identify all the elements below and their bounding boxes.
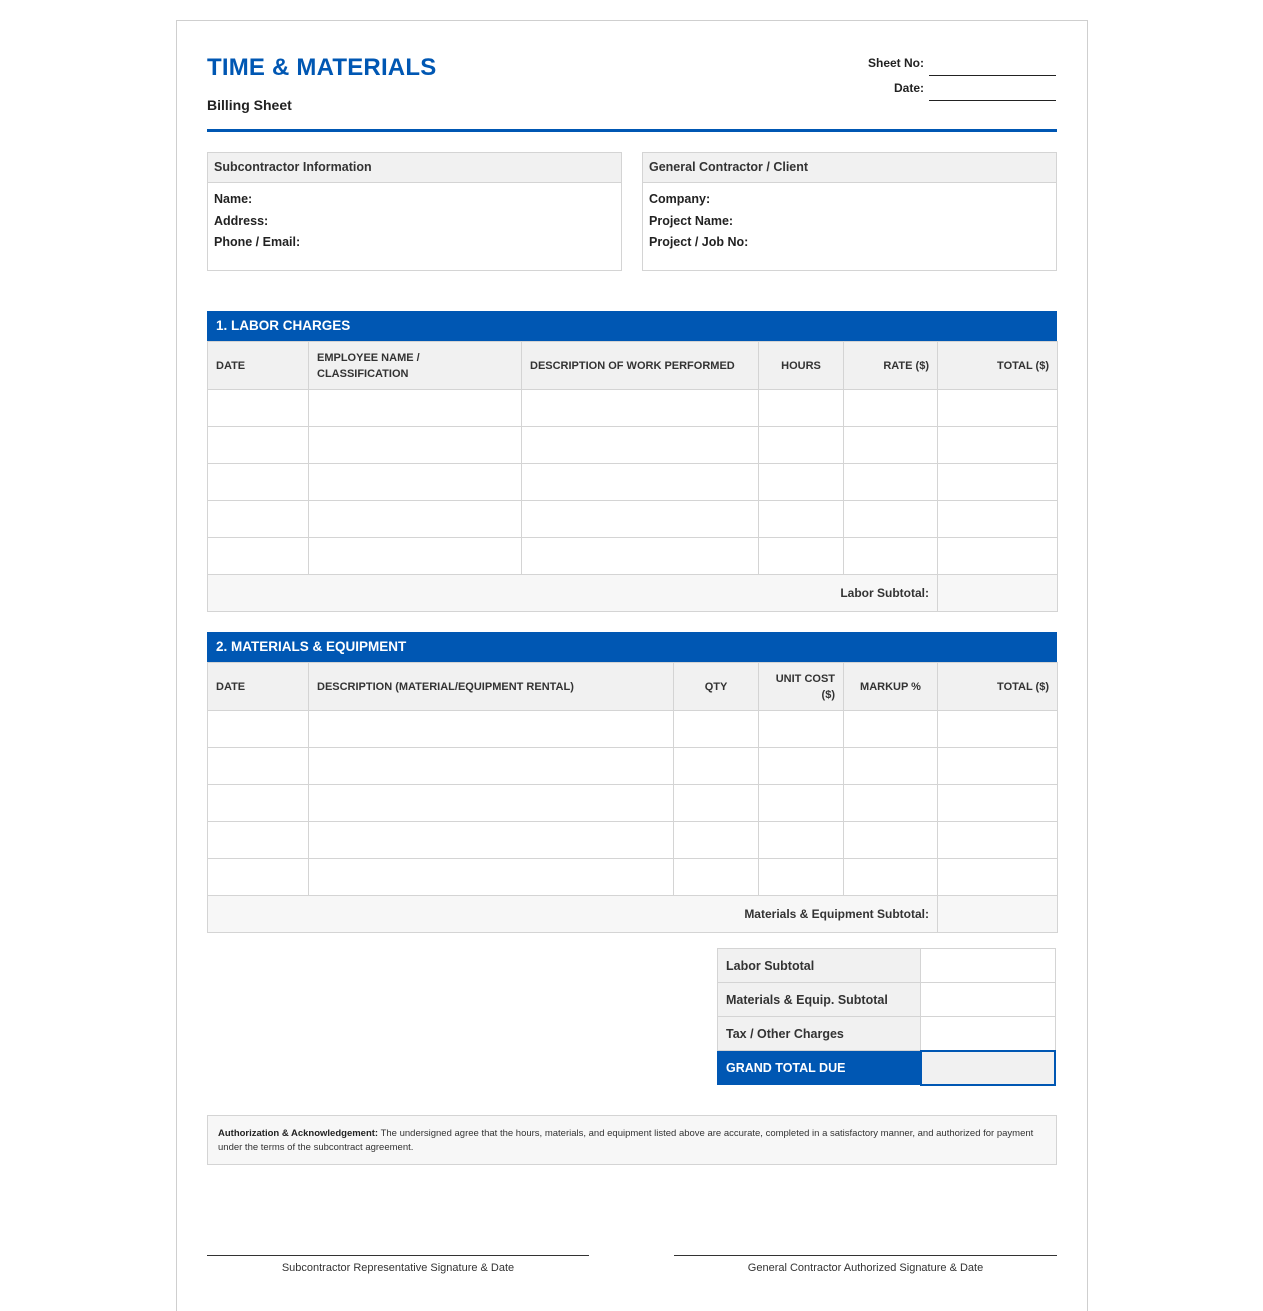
subcontractor-name-field[interactable]: Name: xyxy=(214,192,253,206)
cell[interactable] xyxy=(844,538,938,575)
document-title: TIME & MATERIALS xyxy=(207,54,437,81)
cell[interactable] xyxy=(309,711,674,748)
materials-subtotal-row xyxy=(208,896,1058,933)
subcontractor-signature-caption: Subcontractor Representative Signature & Date xyxy=(281,1262,515,1274)
contractor-signature-caption: General Contractor Authorized Signature & Date xyxy=(747,1262,984,1274)
cell[interactable] xyxy=(208,390,309,427)
cell[interactable] xyxy=(522,538,759,575)
labor-col-rate: RATE ($) xyxy=(844,342,938,390)
cell[interactable] xyxy=(759,538,844,575)
cell[interactable] xyxy=(309,822,674,859)
subcontractor-signature-line[interactable] xyxy=(207,1255,589,1256)
cell[interactable] xyxy=(522,427,759,464)
materials-row xyxy=(208,748,1058,785)
labor-section-title: 1. LABOR CHARGES xyxy=(207,311,1057,341)
cell[interactable] xyxy=(844,390,938,427)
materials-row xyxy=(208,711,1058,748)
cell[interactable] xyxy=(674,822,759,859)
cell[interactable] xyxy=(844,748,938,785)
subcontractor-info-box xyxy=(207,152,622,271)
totals-materials-label: Materials & Equip. Subtotal xyxy=(718,983,921,1017)
cell[interactable] xyxy=(309,859,674,896)
labor-col-description: DESCRIPTION OF WORK PERFORMED xyxy=(522,342,759,390)
cell[interactable] xyxy=(844,822,938,859)
subcontractor-address-field[interactable]: Address: xyxy=(214,214,269,228)
cell[interactable] xyxy=(674,711,759,748)
cell[interactable] xyxy=(938,711,1058,748)
client-company-field[interactable]: Company: xyxy=(649,192,711,206)
totals-tax-label: Tax / Other Charges xyxy=(718,1017,921,1051)
cell[interactable] xyxy=(759,748,844,785)
materials-header-row xyxy=(208,663,1058,711)
date-field[interactable] xyxy=(929,99,1056,101)
cell[interactable] xyxy=(759,859,844,896)
cell[interactable] xyxy=(759,501,844,538)
labor-row xyxy=(208,538,1058,575)
subcontractor-info-heading: Subcontractor Information xyxy=(208,153,621,183)
subcontractor-phone-email-field[interactable]: Phone / Email: xyxy=(214,235,301,249)
cell[interactable] xyxy=(309,464,522,501)
client-project-name-field[interactable]: Project Name: xyxy=(649,214,734,228)
cell[interactable] xyxy=(208,785,309,822)
cell[interactable] xyxy=(522,501,759,538)
cell[interactable] xyxy=(522,464,759,501)
materials-col-date: DATE xyxy=(208,663,309,711)
cell[interactable] xyxy=(674,748,759,785)
cell[interactable] xyxy=(938,748,1058,785)
labor-row xyxy=(208,427,1058,464)
cell[interactable] xyxy=(938,785,1058,822)
cell[interactable] xyxy=(938,464,1058,501)
document-subtitle: Billing Sheet xyxy=(207,97,292,113)
cell[interactable] xyxy=(674,785,759,822)
totals-row-labor xyxy=(718,949,1056,983)
cell[interactable] xyxy=(938,501,1058,538)
cell[interactable] xyxy=(844,859,938,896)
sheet-no-field[interactable] xyxy=(929,74,1056,76)
totals-row-grand xyxy=(718,1051,1056,1085)
labor-subtotal-value[interactable] xyxy=(938,575,1058,612)
authorization-label: Authorization & Acknowledgement: xyxy=(218,1128,379,1139)
totals-labor-label: Labor Subtotal xyxy=(718,949,921,983)
header-rule xyxy=(207,129,1057,132)
cell[interactable] xyxy=(208,464,309,501)
materials-subtotal-value[interactable] xyxy=(938,896,1058,933)
labor-row xyxy=(208,501,1058,538)
totals-materials-value[interactable] xyxy=(921,983,1056,1017)
labor-header-row xyxy=(208,342,1058,390)
labor-col-total: TOTAL ($) xyxy=(938,342,1058,390)
cell[interactable] xyxy=(309,538,522,575)
cell[interactable] xyxy=(938,822,1058,859)
authorization-text: The undersigned agree that the hours, materials, and equipment listed above are accurate, completed in a satisfactory manner, and authorized for payment under the terms of the subcontract agreement. xyxy=(218,1128,1034,1153)
materials-col-description: DESCRIPTION (MATERIAL/EQUIPMENT RENTAL) xyxy=(309,663,674,711)
grand-total-value[interactable] xyxy=(921,1051,1056,1085)
cell[interactable] xyxy=(309,748,674,785)
cell[interactable] xyxy=(759,464,844,501)
materials-col-unit-cost: UNIT COST ($) xyxy=(759,663,844,711)
cell[interactable] xyxy=(844,464,938,501)
labor-table xyxy=(207,341,1058,612)
cell[interactable] xyxy=(759,822,844,859)
cell[interactable] xyxy=(759,711,844,748)
cell[interactable] xyxy=(309,390,522,427)
materials-table xyxy=(207,662,1058,933)
grand-total-label: GRAND TOTAL DUE xyxy=(718,1051,921,1085)
materials-section-title: 2. MATERIALS & EQUIPMENT xyxy=(207,632,1057,662)
materials-row xyxy=(208,822,1058,859)
cell[interactable] xyxy=(208,538,309,575)
materials-col-qty: QTY xyxy=(674,663,759,711)
labor-row xyxy=(208,464,1058,501)
cell[interactable] xyxy=(309,427,522,464)
cell[interactable] xyxy=(309,501,522,538)
totals-labor-value[interactable] xyxy=(921,949,1056,983)
totals-row-materials xyxy=(718,983,1056,1017)
cell[interactable] xyxy=(759,390,844,427)
cell[interactable] xyxy=(522,390,759,427)
labor-col-date: DATE xyxy=(208,342,309,390)
cell[interactable] xyxy=(208,427,309,464)
authorization-note xyxy=(207,1115,1057,1165)
cell[interactable] xyxy=(674,859,759,896)
labor-row xyxy=(208,390,1058,427)
materials-subtotal-label: Materials & Equipment Subtotal: xyxy=(208,896,938,933)
totals-table xyxy=(717,948,1056,1086)
cell[interactable] xyxy=(938,390,1058,427)
materials-row xyxy=(208,859,1058,896)
cell[interactable] xyxy=(938,859,1058,896)
cell[interactable] xyxy=(844,501,938,538)
client-job-no-field[interactable]: Project / Job No: xyxy=(649,235,749,249)
cell[interactable] xyxy=(844,427,938,464)
cell[interactable] xyxy=(938,538,1058,575)
sheet-no-label: Sheet No: xyxy=(867,56,924,70)
cell[interactable] xyxy=(208,501,309,538)
cell[interactable] xyxy=(208,711,309,748)
materials-col-total: TOTAL ($) xyxy=(938,663,1058,711)
materials-row xyxy=(208,785,1058,822)
totals-row-tax xyxy=(718,1017,1056,1051)
cell[interactable] xyxy=(208,822,309,859)
labor-subtotal-label: Labor Subtotal: xyxy=(208,575,938,612)
date-label: Date: xyxy=(893,81,924,95)
client-info-heading: General Contractor / Client xyxy=(643,153,1056,183)
cell[interactable] xyxy=(759,427,844,464)
totals-tax-value[interactable] xyxy=(921,1017,1056,1051)
labor-col-employee: EMPLOYEE NAME / CLASSIFICATION xyxy=(309,342,522,390)
cell[interactable] xyxy=(844,785,938,822)
materials-col-markup: MARKUP % xyxy=(844,663,938,711)
labor-subtotal-row xyxy=(208,575,1058,612)
cell[interactable] xyxy=(208,748,309,785)
cell[interactable] xyxy=(208,859,309,896)
contractor-signature-line[interactable] xyxy=(674,1255,1057,1256)
cell[interactable] xyxy=(759,785,844,822)
cell[interactable] xyxy=(309,785,674,822)
cell[interactable] xyxy=(938,427,1058,464)
client-info-box xyxy=(642,152,1057,271)
cell[interactable] xyxy=(844,711,938,748)
labor-col-hours: HOURS xyxy=(759,342,844,390)
